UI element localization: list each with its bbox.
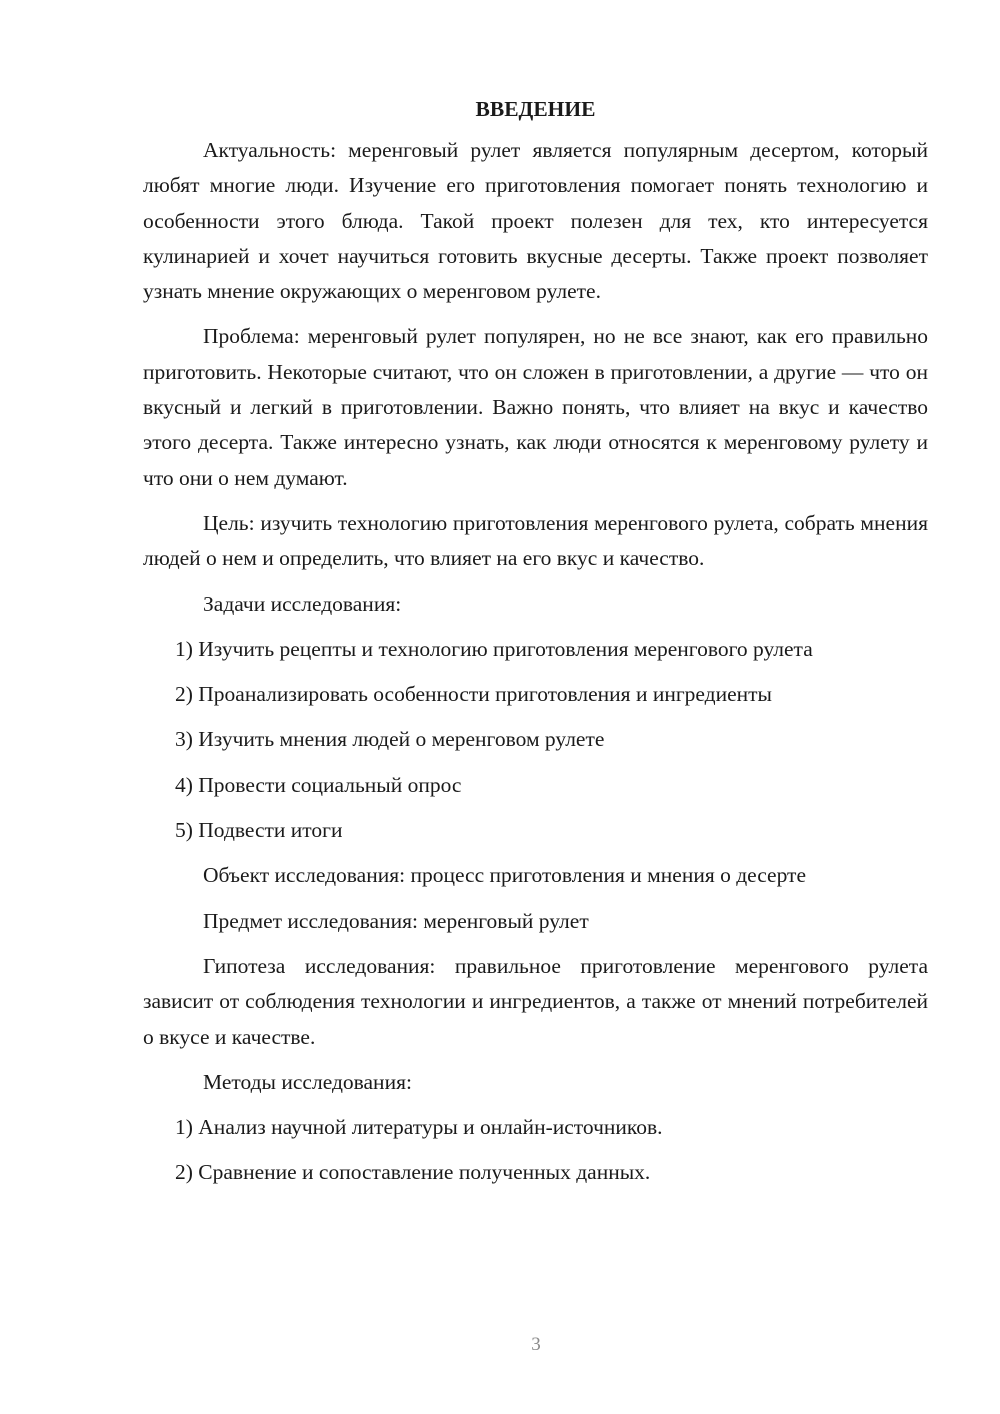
page-number: 3 (531, 1334, 541, 1355)
methods-heading: Методы исследования: (203, 1069, 412, 1094)
list-item: 4) Провести социальный опрос (175, 772, 462, 797)
list-item: 5) Подвести итоги (175, 818, 343, 843)
tasks-list (143, 632, 928, 848)
list-item: 2) Проанализировать особенности приготовления и ингредиенты (175, 682, 772, 707)
relevance-paragraph: Актуальность: меренговый рулет является популярным десертом, который любят многие люди. Изучение его приготовления помогает понять технологию и особенности этого блюда. Такой проект полезен для тех, кто интересуется кулинарией и хочет научиться готовить вкусные десерты. Также проект позволяет узнать мнение окружающих о меренговом рулете. (143, 138, 928, 304)
list-item: 1) Изучить рецепты и технологию приготовления меренгового рулета (175, 636, 813, 661)
goal-paragraph: Цель: изучить технологию приготовления меренгового рулета, собрать мнения людей о нем и определить, что влияет на его вкус и качество. (143, 510, 928, 571)
document-page (143, 92, 928, 1201)
object-line: Объект исследования: процесс приготовления и мнения о десерте (203, 863, 806, 888)
section-heading: ВВЕДЕНИЕ (475, 97, 596, 121)
hypothesis-paragraph: Гипотеза исследования: правильное приготовление меренгового рулета зависит от соблюдения технологии и ингредиентов, а также от мнений потребителей о вкусе и качестве. (143, 953, 928, 1049)
list-item: 1) Анализ научной литературы и онлайн-источников. (175, 1115, 663, 1140)
list-item: 3) Изучить мнения людей о меренговом рулете (175, 727, 605, 752)
problem-paragraph: Проблема: меренговый рулет популярен, но не все знают, как его правильно приготовить. Некоторые считают, что он сложен в приготовлении, а другие — что он вкусный и легкий в приготовлении. Важно понять, что влияет на вкус и качество этого десерта. Также интересно узнать, как люди относятся к меренговому рулету и что они о нем думают. (143, 324, 928, 490)
tasks-heading: Задачи исследования: (203, 591, 402, 616)
subject-line: Предмет исследования: меренговый рулет (203, 908, 589, 933)
methods-list (143, 1110, 928, 1191)
list-item: 2) Сравнение и сопоставление полученных данных. (175, 1160, 651, 1185)
